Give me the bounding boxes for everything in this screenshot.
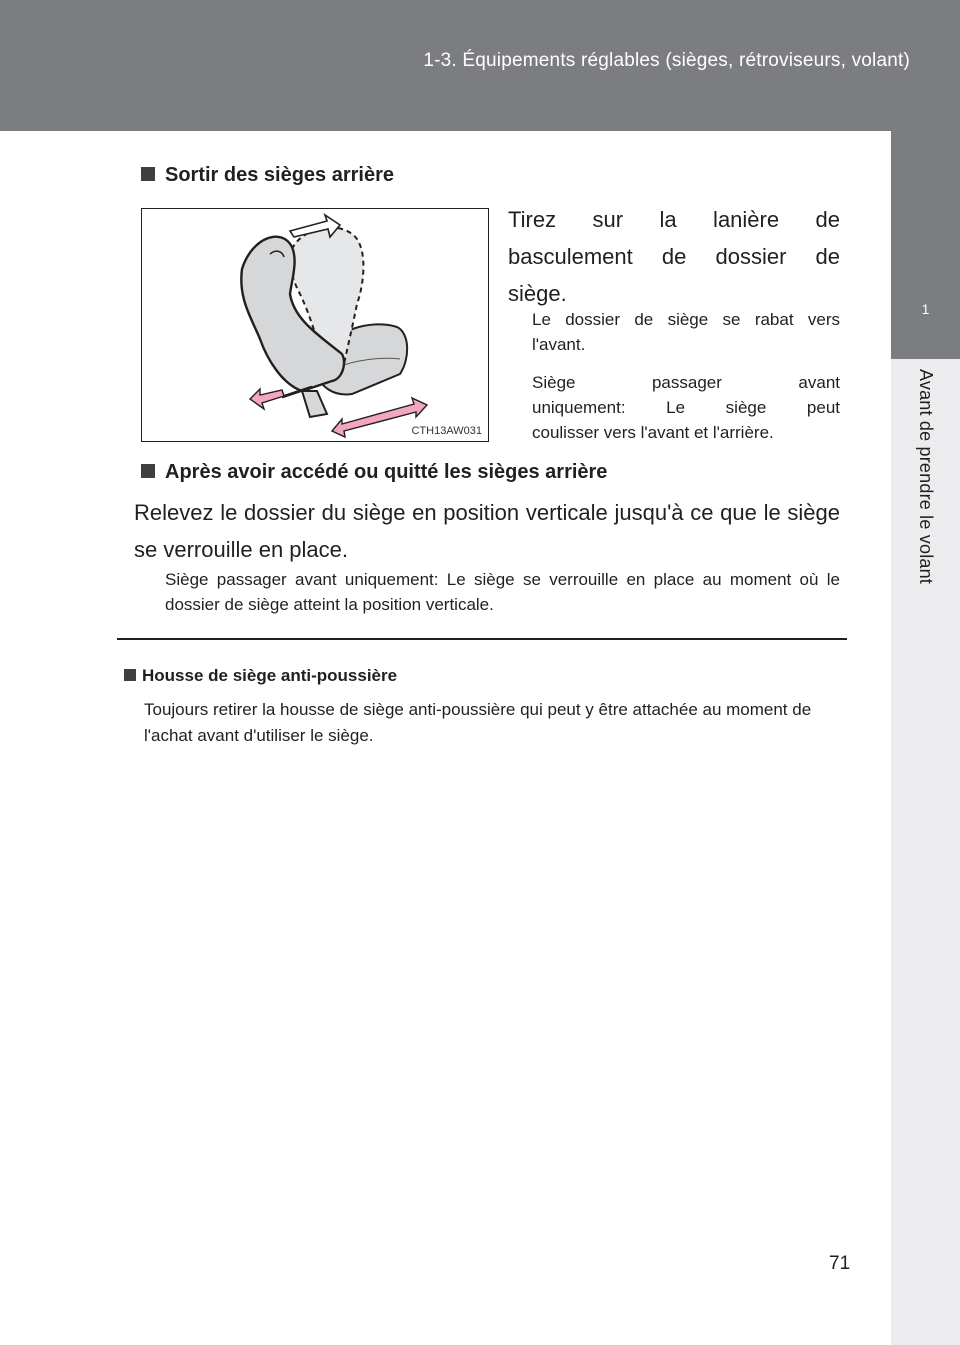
pull-arrow-icon: [250, 389, 284, 409]
note-passenger-slide: [532, 370, 840, 445]
seat-base: [302, 391, 327, 417]
header-band: [0, 0, 960, 131]
note-line: uniquement: Le siège peut: [532, 398, 840, 417]
page-number: 71: [829, 1253, 851, 1274]
heading-text: Housse de siège anti-poussière: [142, 666, 398, 685]
dust-cover-text: Toujours retirer la housse de siège anti-poussière qui peut y être attachée au moment de l'achat avant d'utiliser le siège.: [144, 700, 812, 745]
passenger-lock-note: Siège passager avant uniquement: Le siège se verrouille en place au moment où le dossier de siège atteint la position verticale.: [165, 570, 840, 614]
seat-tilt-diagram: [142, 209, 488, 441]
seat-illustration: [141, 208, 489, 442]
square-bullet-icon: [141, 167, 155, 181]
instruction-line: Tirez sur la lanière de: [508, 207, 840, 232]
heading-text: Sortir des sièges arrière: [165, 164, 395, 186]
chapter-number: 1: [921, 301, 930, 317]
section-heading-dust-cover: [124, 666, 397, 686]
side-tab-number-block: [891, 131, 960, 359]
instruction-line: basculement de dossier de: [508, 244, 840, 269]
section-heading-exit-rear: [141, 164, 394, 187]
square-bullet-icon: [124, 669, 136, 681]
square-bullet-icon: [141, 464, 155, 478]
section-heading-after-access: [141, 461, 607, 484]
note-line: coulisser vers l'avant et l'arrière.: [532, 423, 774, 442]
note-line: Siège passager avant: [532, 373, 840, 392]
figure-code: CTH13AW031: [411, 425, 482, 437]
chapter-title: 1-3. Équipements réglables (sièges, rétroviseurs, volant): [423, 50, 910, 71]
instruction-line: siège.: [508, 281, 567, 306]
note-seatback-folds: Le dossier de siège se rabat vers l'avant.: [532, 310, 840, 354]
side-tab-label-block: [891, 359, 960, 1345]
raise-seatback-instruction: Relevez le dossier du siège en position verticale jusqu'à ce que le siège se verrouille en place.: [134, 500, 840, 562]
section-divider: [117, 638, 847, 640]
chapter-label: Avant de prendre le volant: [916, 369, 936, 585]
instruction-block: [508, 201, 840, 312]
heading-text: Après avoir accédé ou quitté les sièges arrière: [165, 461, 608, 483]
